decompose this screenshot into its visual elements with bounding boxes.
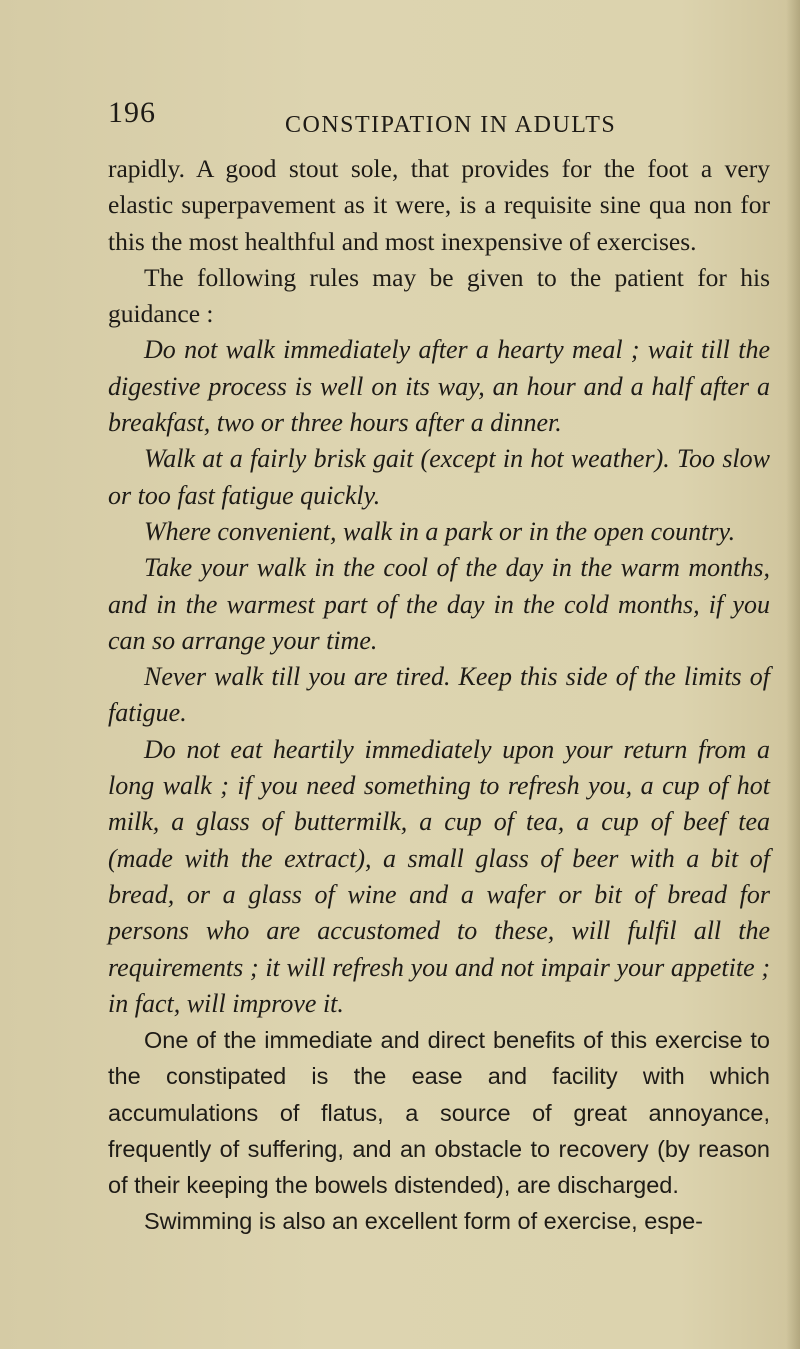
paragraph-rules-intro: The following rules may be given to the patient for his guidance : [108, 262, 770, 329]
body-text [108, 151, 770, 1239]
page-edge-shadow [786, 0, 800, 1349]
page-number: 196 [108, 96, 156, 129]
paragraph-continuation: rapidly. A good stout sole, that provides for the foot a very elastic superpavement as it were, is a requisite sine qua non for this the most healthful and most inexpensive of exercises. [108, 154, 770, 256]
rule-after-walk: Do not eat heartily immediately upon your return from a long walk ; if you need something to refresh you, a cup of hot milk, a glass of buttermilk, a cup of tea, a cup of beef tea (made with the extract), a small glass of beer with a bit of bread, or a glass of wine and a wafer or bit of bread for persons who are accustomed to these, will fulfil all the requirements ; it will refresh you and not impair your appetite ; in fact, will improve it. [108, 734, 770, 1018]
paragraph-swimming: Swimming is also an excellent form of exercise, espe- [144, 1208, 703, 1235]
rule-park: Where convenient, walk in a park or in the open country. [144, 516, 736, 546]
rule-after-meal: Do not walk immediately after a hearty meal ; wait till the digestive process is well on its way, an hour and a half after a breakfast, two or three hours after a dinner. [108, 335, 770, 438]
rule-time-of-day: Take your walk in the cool of the day in the warm months, and in the warmest part of the day in the cold months, if you can so arrange your time. [108, 553, 770, 655]
running-head: CONSTIPATION IN ADULTS [285, 112, 617, 138]
rule-brisk-gait: Walk at a fairly brisk gait (except in hot weather). Too slow or too fast fatigue quickly. [108, 444, 770, 510]
paragraph-benefits: One of the immediate and direct benefits of this exercise to the constipated is the ease and facility with which accumulations of flatus, a source of great annoyance, frequently of suffering, and an obstacle to recovery (by reason of their keeping the bowels distended), are discharged. [108, 1027, 770, 1198]
rule-not-tired: Never walk till you are tired. Keep this side of the limits of fatigue. [108, 662, 770, 728]
